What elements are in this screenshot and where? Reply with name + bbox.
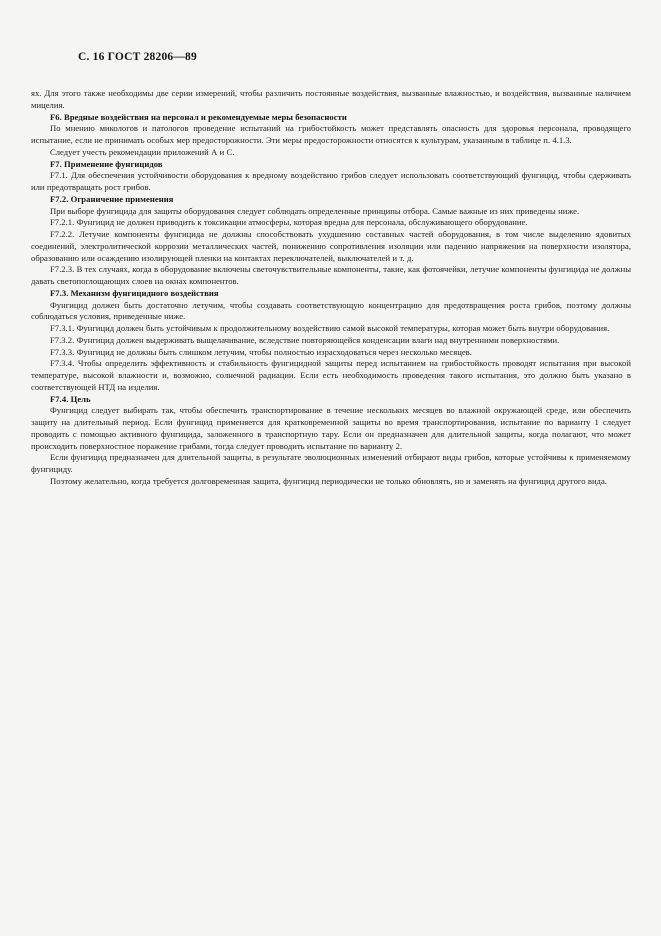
body-paragraph: По мнению микологов и патологов проведение испытаний на грибостойкость может представлять опасность для здоровья персонала, проводящего испытание, если не принимать особых мер предосторожности. Эти меры предосторожности относятся к культурам, указанным в таблице п. 4.1.3. bbox=[31, 123, 631, 145]
body-paragraph: F7.1. Для обеспечения устойчивости оборудования к вредному воздействию грибов следует использовать соответствующий фунгицид, чтобы сдерживать или предотвращать рост грибов. bbox=[31, 170, 631, 192]
body-paragraph: Следует учесть рекомендации приложений А и С. bbox=[50, 146, 235, 157]
body-paragraph: F7.3.3. Фунгицид не должны быть слишком летучим, чтобы полностью израсходоваться через несколько месяцев. bbox=[50, 346, 472, 357]
body-paragraph: ях. Для этого также необходимы две серии измерений, чтобы различить постоянные воздействия, вызванные влажностью, и воздействия, вызванные наличием мицелия. bbox=[31, 88, 631, 110]
page-header: С. 16 ГОСТ 28206—89 bbox=[78, 51, 197, 63]
body-paragraph: При выборе фунгицида для защиты оборудования следует соблюдать определенные принципы отбора. Самые важные из них приведены ниже. bbox=[50, 205, 580, 216]
body-paragraph: F7.2.1. Фунгицид не должен приводить к токсикации атмосферы, которая вредна для персонала, обслуживающего оборудование. bbox=[50, 217, 528, 228]
body-paragraph: Поэтому желательно, когда требуется долговременная защита, фунгицид периодически не только обновлять, но и заменять на фунгицид другого вида. bbox=[50, 475, 607, 486]
section-heading: F7.3. Механизм фунгицидного воздействия bbox=[50, 287, 219, 298]
section-heading: F6. Вредные воздействия на персонал и рекомендуемые меры безопасности bbox=[50, 111, 347, 122]
body-paragraph: F7.3.2. Фунгицид должен выдерживать выщелачивание, вследствие повторяющейся конденсации влаги над внутренними поверхностями. bbox=[50, 334, 560, 345]
body-paragraph: Фунгицид следует выбирать так, чтобы обеспечить транспортирование в течение нескольких месяцев во влажной окружающей среде, или обеспечить защиту на длительный период. Если фунгицид применяется для кратковременной защиты во время транспортирования, испытание по варианту 1 следует проводить с помощью активного фунгицида, заложенного в транспортную тару. Если он предназначен для длительной защиты, когда полагают, что может происходить поверхностное поражение грибами, тогда следует проводить испытание по варианту 2. bbox=[31, 405, 631, 451]
body-paragraph: F7.2.2. Летучие компоненты фунгицида не должны способствовать ухудшению составных частей оборудования, в том числе выделению ядовитых соединений, электролитической коррозии металлических частей, понижению сопротивления изоляции или падению напряжения на поверхности изолятора, образованию или осаждению изолирующей пленки на контактах переключателей, выключателей и т. д. bbox=[31, 229, 631, 263]
body-paragraph: F7.2.3. В тех случаях, когда в оборудование включены светочувствительные компоненты, такие, как фотоячейки, летучие компоненты фунгицида не должны давать светопоглощающих слоев на окнах компонентов. bbox=[31, 264, 631, 286]
section-heading: F7.2. Ограничение применения bbox=[50, 193, 174, 204]
body-paragraph: F7.3.1. Фунгицид должен быть устойчивым к продолжительному воздействию самой высокой температуры, которая может быть внутри оборудования. bbox=[50, 323, 610, 333]
section-heading: F7.4. Цель bbox=[50, 393, 91, 404]
body-paragraph: F7.3.4. Чтобы определить эффективность и стабильность фунгицидной защиты перед испытанием на грибостойкость проводят испытания при высокой температуре, высокой влажности и, возможно, солнечной радиации. Если есть необходимость проведения такого испытания, это должно быть указано в соответствующей НТД на изделия. bbox=[31, 358, 631, 392]
body-paragraph: Фунгицид должен быть достаточно летучим, чтобы создавать соответствующую концентрацию для предотвращения роста грибов, поэтому должны соблюдаться условия, приведенные ниже. bbox=[31, 299, 631, 322]
body-paragraph: Если фунгицид предназначен для длительной защиты, в результате эволюционных изменений отбирают виды грибов, которые устойчивы к применяемому фунгициду. bbox=[31, 452, 631, 474]
section-heading: F7. Применение фунгицидов bbox=[50, 158, 163, 169]
document-body bbox=[31, 88, 631, 488]
